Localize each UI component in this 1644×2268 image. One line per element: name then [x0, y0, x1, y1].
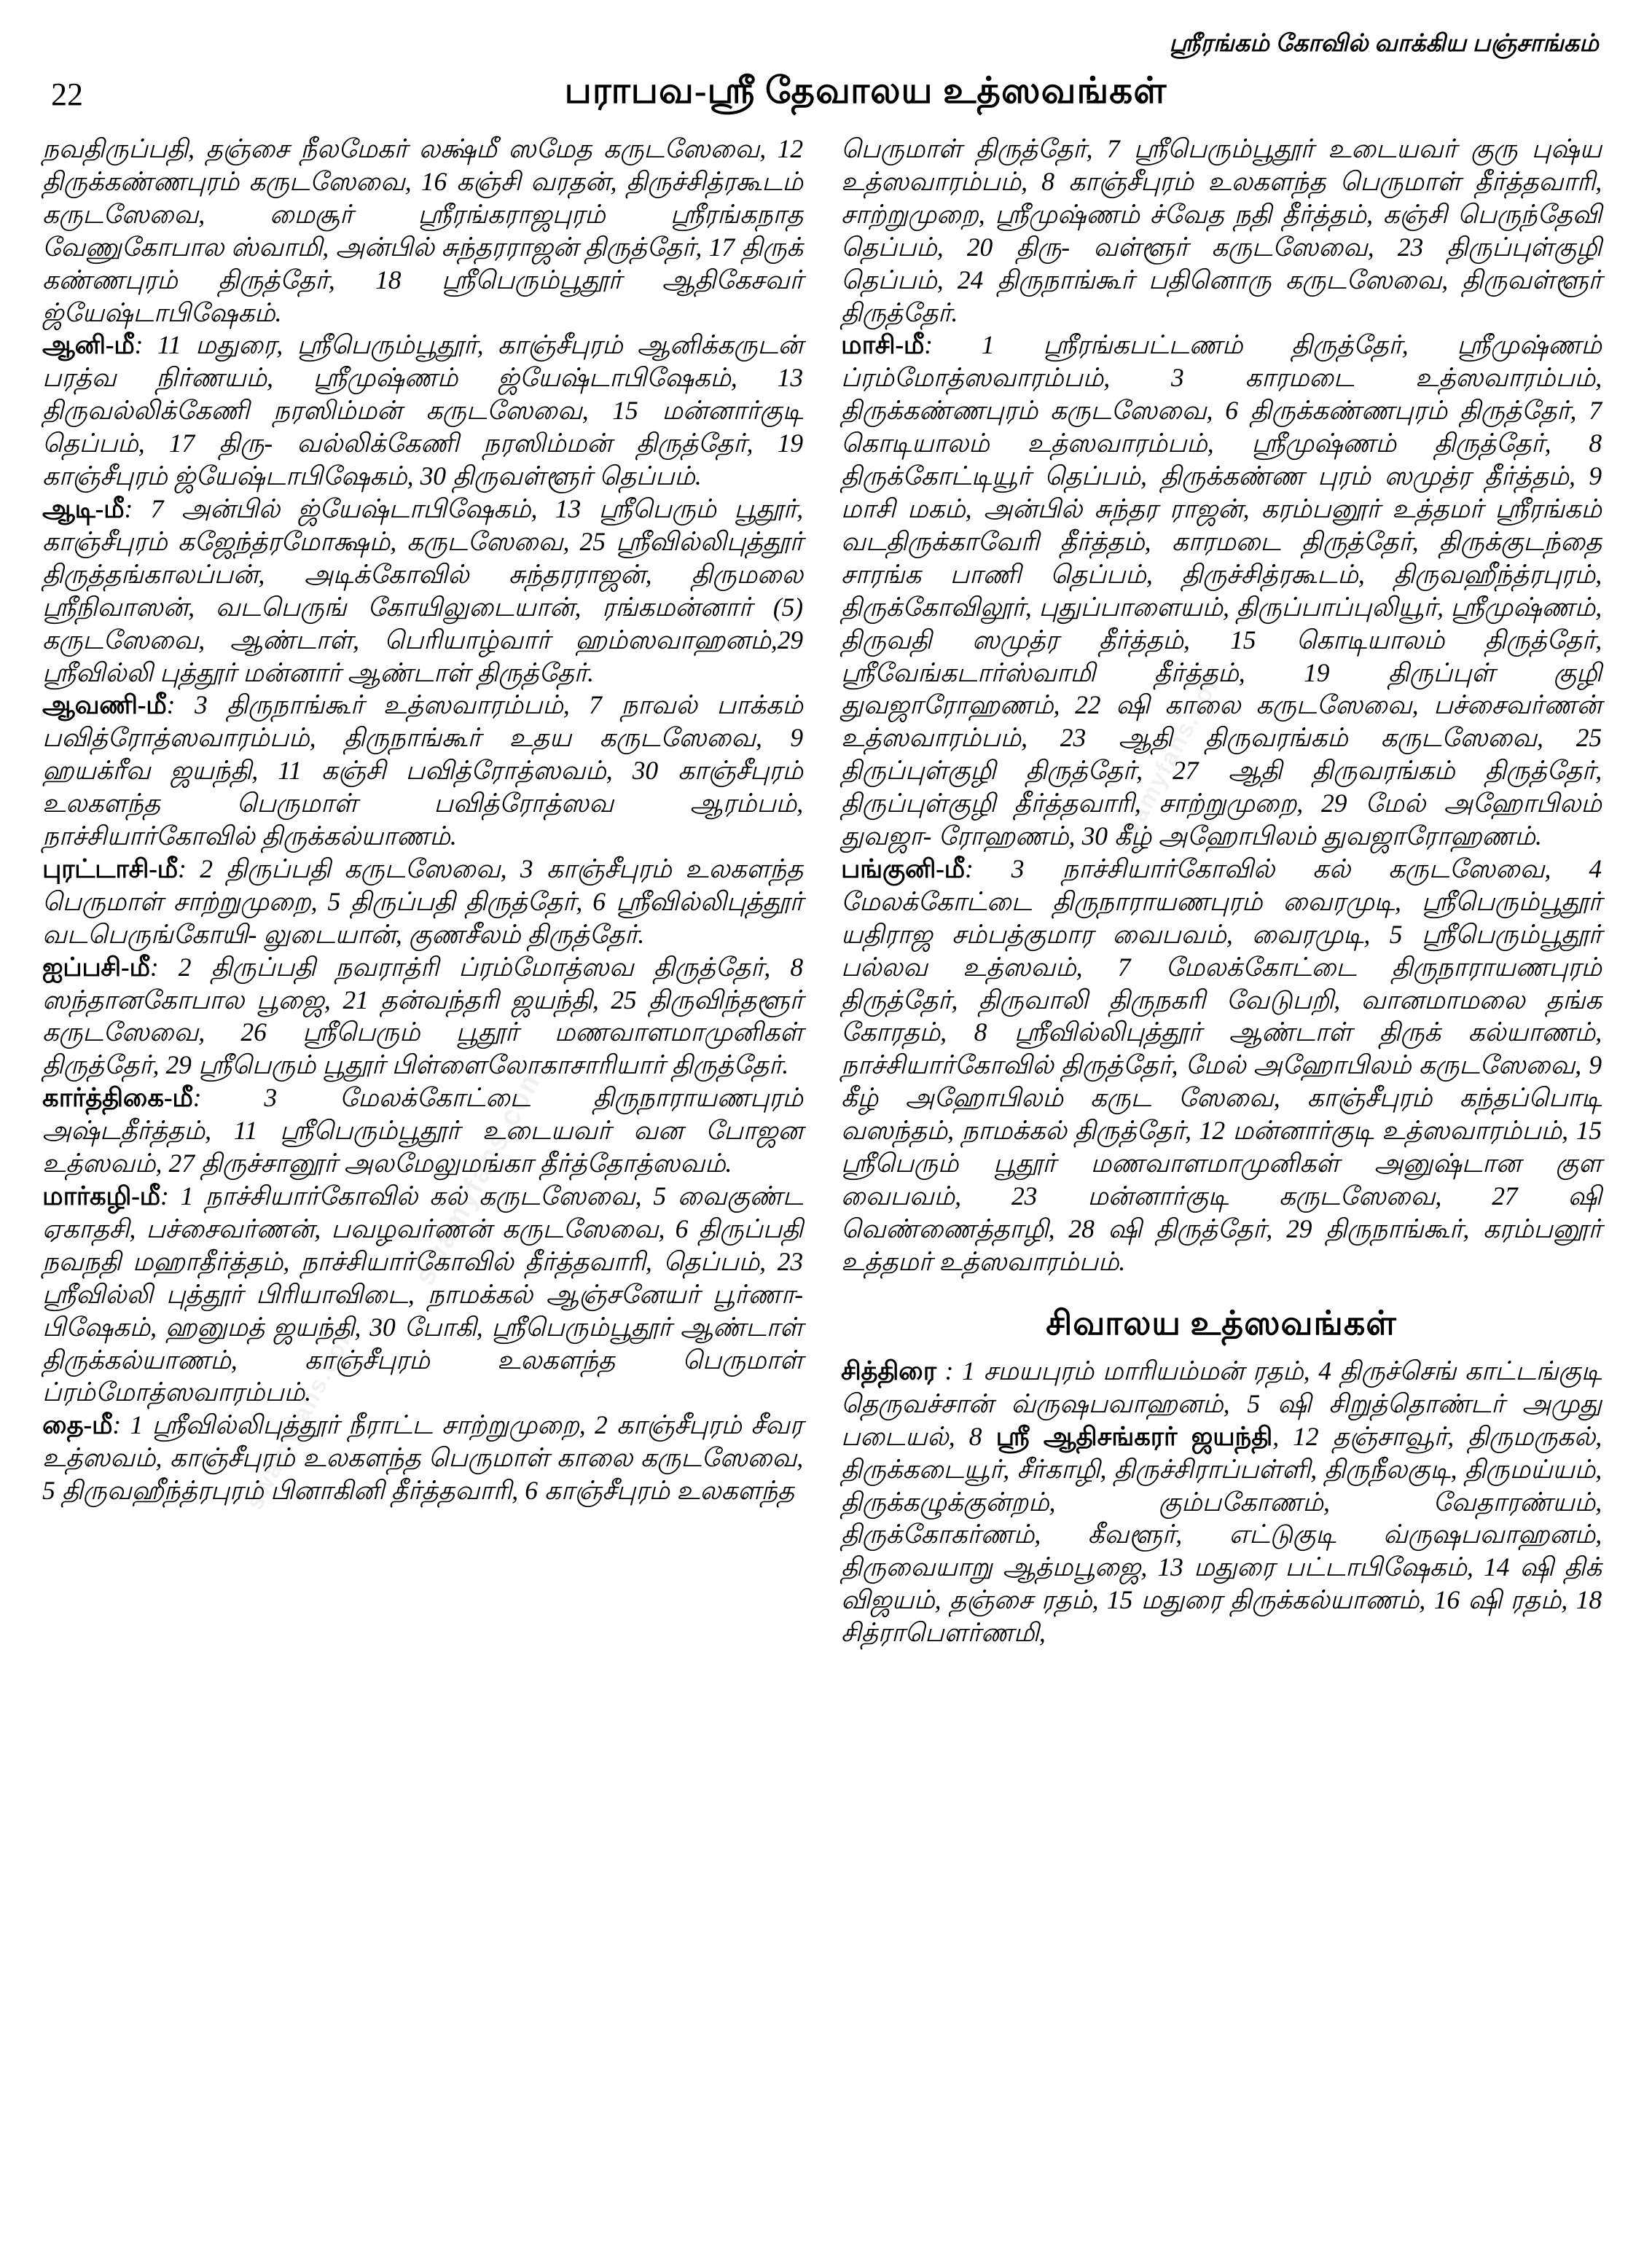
watermark-text: swamyfans.com [408, 1060, 552, 1291]
festival-text: : 11 மதுரை, ஸ்ரீபெரும்பூதூர், காஞ்சீபுரம் ஆனிக்கருடன் பரத்வ நிர்ணயம், ஸ்ரீமுஷ்ணம் ஜ்யேஷ்டாபிஷேகம், 13 திருவல்லிக்கேணி நரஸிம்மன் கருடஸேவை, 15 மன்னார்குடி தெப்பம், 17 திரு- வல்லிக்கேணி நரஸிம்மன் திருத்தேர், 19 காஞ்சீபுரம் ஜ்யேஷ்டாபிஷேகம், 30 திருவள்ளூர் தெப்பம். [42, 330, 803, 491]
month-heading: ஆடி-மீ [42, 493, 125, 523]
festival-paragraph [42, 133, 803, 329]
festival-text: நவதிருப்பதி, தஞ்சை நீலமேகர் லக்ஷ்மீ ஸமேத கருடஸேவை, 12 திருக்கண்ணபுரம் கருடஸேவை, 16 கஞ்சி வரதன், திருச்சித்ரகூடம் கருடஸேவை, மைசூர் ஸ்ரீரங்கராஜபுரம் ஸ்ரீரங்கநாத வேணுகோபால ஸ்வாமி, அன்பில் சுந்தரராஜன் திருத்தேர், 17 திருக் கண்ணபுரம் திருத்தேர், 18 ஸ்ரீபெரும்பூதூர் ஆதிகேசவர் ஜ்யேஷ்டாபிஷேகம். [42, 134, 803, 327]
festival-paragraph [841, 329, 1602, 853]
page-title-row [45, 70, 1599, 121]
festival-text: : 3 திருநாங்கூர் உத்ஸவாரம்பம், 7 நாவல் பாக்கம் பவித்ரோத்ஸவாரம்பம், திருநாங்கூர் உதய கருடஸேவை, 9 ஹயக்ரீவ ஜயந்தி, 11 கஞ்சி பவித்ரோத்ஸவம், 30 காஞ்சீபுரம் உலகளந்த பெருமாள் பவித்ரோத்ஸவ ஆரம்பம், நாச்சியார்கோவில் திருக்கல்யாணம். [42, 690, 803, 851]
month-heading: ஆனி-மீ [42, 330, 135, 360]
watermark-text: swamyfans.com [240, 1315, 364, 1514]
month-heading: கார்த்திகை-மீ [42, 1083, 193, 1113]
festival-paragraph [841, 853, 1602, 1278]
month-heading: பங்குனி-மீ [841, 853, 966, 883]
right-text-column [841, 133, 1602, 2259]
festival-paragraph [42, 493, 803, 689]
month-heading: ஐப்பசி-மீ [42, 952, 150, 982]
festival-text: : 2 திருப்பதி நவராத்ரி ப்ரம்மோத்ஸவ திருத்தேர், 8 ஸந்தானகோபால பூஜை, 21 தன்வந்தரி ஜயந்தி, 25 திருவிந்தளூர் கருடஸேவை, 26 ஸ்ரீபெரும் பூதூர் மணவாளமாமுனிகள் திருத்தேர், 29 ஸ்ரீபெரும் பூதூர் பிள்ளைலோகாசாரியார் திருத்தேர். [42, 952, 803, 1080]
festival-paragraph [42, 689, 803, 853]
page-number: 22 [51, 77, 83, 112]
watermark-text: swamyfans.com [1108, 660, 1232, 859]
festival-text: பெருமாள் திருத்தேர், 7 ஸ்ரீபெரும்பூதூர் உடையவர் குரு புஷ்ய உத்ஸவாரம்பம், 8 காஞ்சீபுரம் உலகளந்த பெருமாள் தீர்த்தவாரி, சாற்றுமுறை, ஸ்ரீமுஷ்ணம் ச்வேத நதி தீர்த்தம், கஞ்சி பெருந்தேவி தெப்பம், 20 திரு- வள்ளூர் கருடஸேவை, 23 திருப்புள்குழி தெப்பம், 24 திருநாங்கூர் பதினொரு கருடஸேவை, திருவள்ளூர் திருத்தேர். [841, 134, 1602, 327]
festival-text: : 7 அன்பில் ஜ்யேஷ்டாபிஷேகம், 13 ஸ்ரீபெரும் பூதூர், காஞ்சீபுரம் கஜேந்த்ரமோக்ஷம், கருடஸேவை, 25 ஸ்ரீவில்லிபுத்தூர் திருத்தங்காலப்பன், அடிக்கோவில் சுந்தரராஜன், திருமலை ஸ்ரீநிவாஸன், வடபெருங் கோயிலுடையான், ரங்கமன்னார் (5) கருடஸேவை, ஆண்டாள், பெரியாழ்வார் ஹம்ஸவாஹனம்,29 ஸ்ரீவில்லி புத்தூர் மன்னார் ஆண்டாள் திருத்தேர். [42, 493, 803, 687]
festival-text: , 12 தஞ்சாவூர், திருமருகல், திருக்கடையூர், சீர்காழி, திருச்சிராப்பள்ளி, திருநீலகுடி, திருமய்யம், திருக்கழுக்குன்றம், கும்பகோணம், வேதாரண்யம், திருக்கோகர்ணம், கீவளூர், எட்டுகுடி வ்ருஷபவாஹனம், திருவையாறு ஆத்மபூஜை, 13 மதுரை பட்டாபிஷேகம், 14 ஷி திக் விஜயம், தஞ்சை ரதம், 15 மதுரை திருக்கல்யாணம், 16 ஷி ரதம், 18 சித்ராபௌர்ணமி, [841, 1421, 1602, 1648]
festival-text: : 1 ஸ்ரீவில்லிபுத்தூர் நீராட்ட சாற்றுமுறை, 2 காஞ்சீபுரம் சீவர உத்ஸவம், காஞ்சீபுரம் உலகளந்த பெருமாள் காலை கருடஸேவை, 5 திருவஹீந்த்ரபுரம் பினாகினி தீர்த்தவாரி, 6 காஞ்சீபுரம் உலகளந்த [42, 1410, 803, 1506]
festival-paragraph [42, 951, 803, 1082]
month-heading: புரட்டாசி-மீ [42, 853, 179, 883]
festival-paragraph [841, 1355, 1602, 1649]
left-text-column [42, 133, 803, 2259]
festival-text: : 1 நாச்சியார்கோவில் கல் கருடஸேவை, 5 வைகுண்ட ஏகாதசி, பச்சைவர்ணன், பவழவர்ணன் கருடஸேவை, 6 திருப்பதி நவநதி மஹாதீர்த்தம், நாச்சியார்கோவில் தீர்த்தவாரி, தெப்பம், 23 ஸ்ரீவில்லி புத்தூர் பிரியாவிடை, நாமக்கல் ஆஞ்சனேயர் பூர்ணா- பிஷேகம், ஹனுமத் ஜயந்தி, 30 போகி, ஸ்ரீபெரும்பூதூர் ஆண்டாள் திருக்கல்யாணம், காஞ்சீபுரம் உலகளந்த பெருமாள் ப்ரம்மோத்ஸவாரம்பம். [42, 1181, 803, 1407]
festival-paragraph [42, 853, 803, 951]
festival-paragraph [42, 329, 803, 493]
month-heading: ஆவணி-மீ [42, 690, 167, 720]
emphasised-festival-name: ஸ்ரீ ஆதிசங்கரர் ஜயந்தி [995, 1421, 1273, 1451]
festival-text: : 3 நாச்சியார்கோவில் கல் கருடஸேவை, 4 மேலக்கோட்டை திருநாராயணபுரம் வைரமுடி, ஸ்ரீபெரும்பூதூர் யதிராஜ சம்பத்குமார வைபவம், வைரமுடி, 5 ஸ்ரீபெரும்பூதூர் பல்லவ உத்ஸவம், 7 மேலக்கோட்டை திருநாராயணபுரம் திருத்தேர், திருவாலி திருநகரி வேடுபறி, வானமாமலை தங்க கோரதம், 8 ஸ்ரீவில்லிபுத்தூர் ஆண்டாள் திருக் கல்யாணம், நாச்சியார்கோவில் திருத்தேர், மேல் அஹோபிலம் கருடஸேவை, 9 கீழ் அஹோபிலம் கருட ஸேவை, காஞ்சீபுரம் கந்தப்பொடி வஸந்தம், நாமக்கல் திருத்தேர், 12 மன்னார்குடி உத்ஸவாரம்பம், 15 ஸ்ரீபெரும் பூதூர் மணவாளமாமுனிகள் அனுஷ்டான குள வைபவம், 23 மன்னார்குடி கருடஸேவை, 27 ஷி வெண்ணைத்தாழி, 28 ஷி திருத்தேர், 29 திருநாங்கூர், கரம்பனூர் உத்தமர் உத்ஸவாரம்பம். [841, 853, 1602, 1276]
festival-text: : 2 திருப்பதி கருடஸேவை, 3 காஞ்சீபுரம் உலகளந்த பெருமாள் சாற்றுமுறை, 5 திருப்பதி திருத்தேர், 6 ஸ்ரீவில்லிபுத்தூர் வடபெருங்கோயி- லுடையான், குணசீலம் திருத்தேர். [42, 853, 803, 949]
festival-text: : 3 மேலக்கோட்டை திருநாராயணபுரம் அஷ்டதீர்த்தம், 11 ஸ்ரீபெரும்பூதூர் உடையவர் வன போஜன உத்ஸவம், 27 திருச்சானூர் அலமேலுமங்கா தீர்த்தோத்ஸவம். [42, 1083, 803, 1178]
body-columns [42, 133, 1602, 2259]
month-heading: மார்கழி-மீ [42, 1181, 161, 1211]
running-header-title: ஸ்ரீரங்கம் கோவில் வாக்கிய பஞ்சாங்கம் [1169, 31, 1599, 57]
festival-paragraph [42, 1082, 803, 1180]
festival-paragraph [42, 1409, 803, 1507]
festival-paragraph [841, 133, 1602, 329]
month-heading: சித்திரை [841, 1356, 936, 1385]
festival-text: : 1 சமயபுரம் மாரியம்மன் ரதம், 4 திருச்செங் காட்டங்குடி தெருவச்சான் வ்ருஷபவாஹனம், 5 ஷி சிறுத்தொண்டர் அமுது படையல், 8 [841, 1356, 1602, 1451]
festival-paragraph [42, 1180, 803, 1409]
month-heading: தை-மீ [42, 1410, 113, 1440]
sivalaya-section-header: சிவாலய உத்ஸவங்கள் [1046, 1304, 1397, 1342]
page-title: பராபவ-ஸ்ரீ தேவாலய உத்ஸவங்கள் [564, 70, 1167, 111]
month-heading: மாசி-மீ [841, 330, 925, 360]
festival-text: : 1 ஸ்ரீரங்கபட்டணம் திருத்தேர், ஸ்ரீமுஷ்ணம் ப்ரம்மோத்ஸவாரம்பம், 3 காரமடை உத்ஸவாரம்பம், திருக்கண்ணபுரம் கருடஸேவை, 6 திருக்கண்ணபுரம் திருத்தேர், 7 கொடியாலம் உத்ஸவாரம்பம், ஸ்ரீமுஷ்ணம் திருத்தேர், 8 திருக்கோட்டியூர் தெப்பம், திருக்கண்ண புரம் ஸமுத்ர தீர்த்தம், 9 மாசி மகம், அன்பில் சுந்தர ராஜன், கரம்பனூர் உத்தமர் ஸ்ரீரங்கம் வடதிருக்காவேரி தீர்த்தம், காரமடை திருத்தேர், திருக்குடந்தை சாரங்க பாணி தெப்பம், திருச்சித்ரகூடம், திருவஹீந்த்ரபுரம், திருக்கோவிலூர், புதுப்பாளையம், திருப்பாப்புலியூர், ஸ்ரீமுஷ்ணம், திருவதி ஸமுத்ர தீர்த்தம், 15 கொடியாலம் திருத்தேர், ஸ்ரீவேங்கடார்ஸ்வாமி தீர்த்தம், 19 திருப்புள் குழி துவஜாரோஹணம், 22 ஷி காலை கருடஸேவை, பச்சைவர்ணன் உத்ஸவாரம்பம், 23 ஆதி திருவரங்கம் கருடஸேவை, 25 திருப்புள்குழி திருத்தேர், 27 ஆதி திருவரங்கம் திருத்தேர், திருப்புள்குழி தீர்த்தவாரி, சாற்றுமுறை, 29 மேல் அஹோபிலம் துவஜா- ரோஹணம், 30 கீழ் அஹோபிலம் துவஜாரோஹணம். [841, 330, 1602, 851]
